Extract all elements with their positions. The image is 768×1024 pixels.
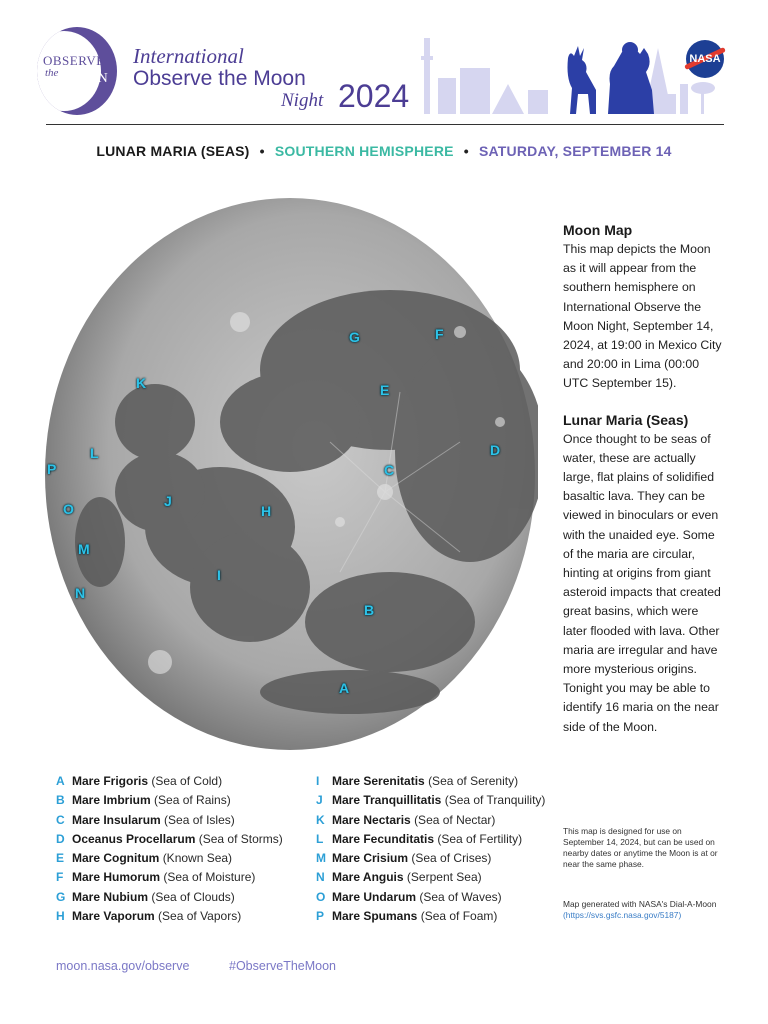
- moon-label-o: O: [63, 501, 74, 517]
- list-item: E Mare Cognitum (Known Sea): [56, 851, 233, 866]
- dial-a-moon-link[interactable]: (https://svs.gsfc.nasa.gov/5187): [563, 910, 682, 920]
- title-night: Night: [281, 90, 324, 111]
- moon-label-j: J: [164, 493, 172, 509]
- list-item: C Mare Insularum (Sea of Isles): [56, 812, 235, 827]
- footer-url-link[interactable]: moon.nasa.gov/observe: [56, 959, 190, 973]
- subtitle-bar: [0, 143, 768, 159]
- subtitle-separator: •: [463, 143, 469, 159]
- generated-note: [563, 899, 733, 921]
- list-item: O Mare Undarum (Sea of Waves): [316, 889, 502, 904]
- nasa-logo: [686, 40, 724, 78]
- moon-label-i: I: [217, 567, 221, 583]
- moon-label-n: N: [75, 585, 86, 601]
- list-item: L Mare Fecunditatis (Sea of Fertility): [316, 831, 523, 846]
- world-skyline-illustration: [418, 38, 721, 118]
- moon-label-l: L: [90, 445, 99, 461]
- footer-hashtag: #ObserveTheMoon: [229, 959, 337, 973]
- list-item: A Mare Frigoris (Sea of Cold): [56, 774, 223, 788]
- list-item: B Mare Imbrium (Sea of Rains): [56, 793, 231, 808]
- list-item: N Mare Anguis (Serpent Sea): [316, 870, 482, 885]
- maria-list-right: [316, 772, 545, 926]
- moon-label-e: E: [380, 382, 390, 398]
- title-observe-the-moon: Observe the Moon: [133, 67, 306, 90]
- generated-note-text: Map generated with NASA's Dial-A-Moon: [563, 899, 717, 909]
- moon-label-h: H: [261, 503, 272, 519]
- moon-map-heading: Moon Map: [563, 222, 633, 238]
- logo-text-the: the: [45, 67, 59, 79]
- lunar-maria-heading: Lunar Maria (Seas): [563, 411, 689, 428]
- moon-label-p: P: [47, 461, 57, 477]
- header-divider: [46, 124, 724, 125]
- usage-note: This map is designed for use on September 14, 2024, but can be used on nearby dates or anytime the Moon is at or near the same phase.: [563, 826, 718, 869]
- header: [0, 0, 768, 124]
- list-item: P Mare Spumans (Sea of Foam): [316, 909, 498, 924]
- moon-label-m: M: [78, 541, 90, 557]
- list-item: G Mare Nubium (Sea of Clouds): [56, 889, 235, 904]
- moon-label-k: K: [136, 375, 147, 391]
- moon-label-d: D: [490, 442, 501, 458]
- subtitle-hemisphere: SOUTHERN HEMISPHERE: [274, 143, 454, 159]
- logo-text-observe: OBSERVE: [43, 53, 105, 68]
- observe-the-moon-logo: [37, 27, 117, 115]
- subtitle-lunar-maria: LUNAR MARIA (SEAS): [96, 143, 250, 159]
- list-item: M Mare Crisium (Sea of Crises): [316, 851, 492, 866]
- title-year: 2024: [338, 78, 410, 114]
- moon-image: [40, 192, 540, 752]
- sidebar: [563, 222, 725, 737]
- maria-list-left: [56, 772, 283, 926]
- lunar-maria-description: Once thought to be seas of water, these are actually large, flat plains of solidified basaltic lava. They can be viewed in binoculars or even with the unaided eye. Some of the maria are circular, hinting at origins from giant asteroid impacts that created great basins, which were later flooded with lava. Other maria are irregular and have more mysterious origins. Tonight you may be able to identify 16 maria on the near side of the Moon.: [563, 431, 721, 734]
- subtitle-separator: •: [259, 143, 265, 159]
- moon-map: [40, 192, 540, 752]
- list-item: J Mare Tranquillitatis (Sea of Tranquility): [316, 793, 546, 808]
- logo-text-moon: MOON: [65, 71, 108, 86]
- moon-label-a: A: [339, 680, 350, 696]
- list-item: H Mare Vaporum (Sea of Vapors): [56, 909, 242, 924]
- title-international: International: [133, 44, 244, 68]
- subtitle-date: SATURDAY, SEPTEMBER 14: [478, 143, 672, 159]
- list-item: D Oceanus Procellarum (Sea of Storms): [56, 831, 283, 846]
- list-item: I Mare Serenitatis (Sea of Serenity): [316, 774, 519, 788]
- moon-map-description: This map depicts the Moon as it will appear from the southern hemisphere on International Observe the Moon Night, September 14, 2024, at 19:00 in Mexico City and 20:00 in Lima (00:00 UTC September 15).: [563, 242, 722, 391]
- moon-label-c: C: [384, 462, 395, 478]
- moon-label-b: B: [364, 602, 375, 618]
- moon-label-g: G: [349, 329, 360, 345]
- nasa-logo-text: NASA: [689, 53, 721, 65]
- list-item: F Mare Humorum (Sea of Moisture): [56, 870, 256, 885]
- moon-label-f: F: [435, 326, 444, 342]
- list-item: K Mare Nectaris (Sea of Nectar): [316, 812, 496, 827]
